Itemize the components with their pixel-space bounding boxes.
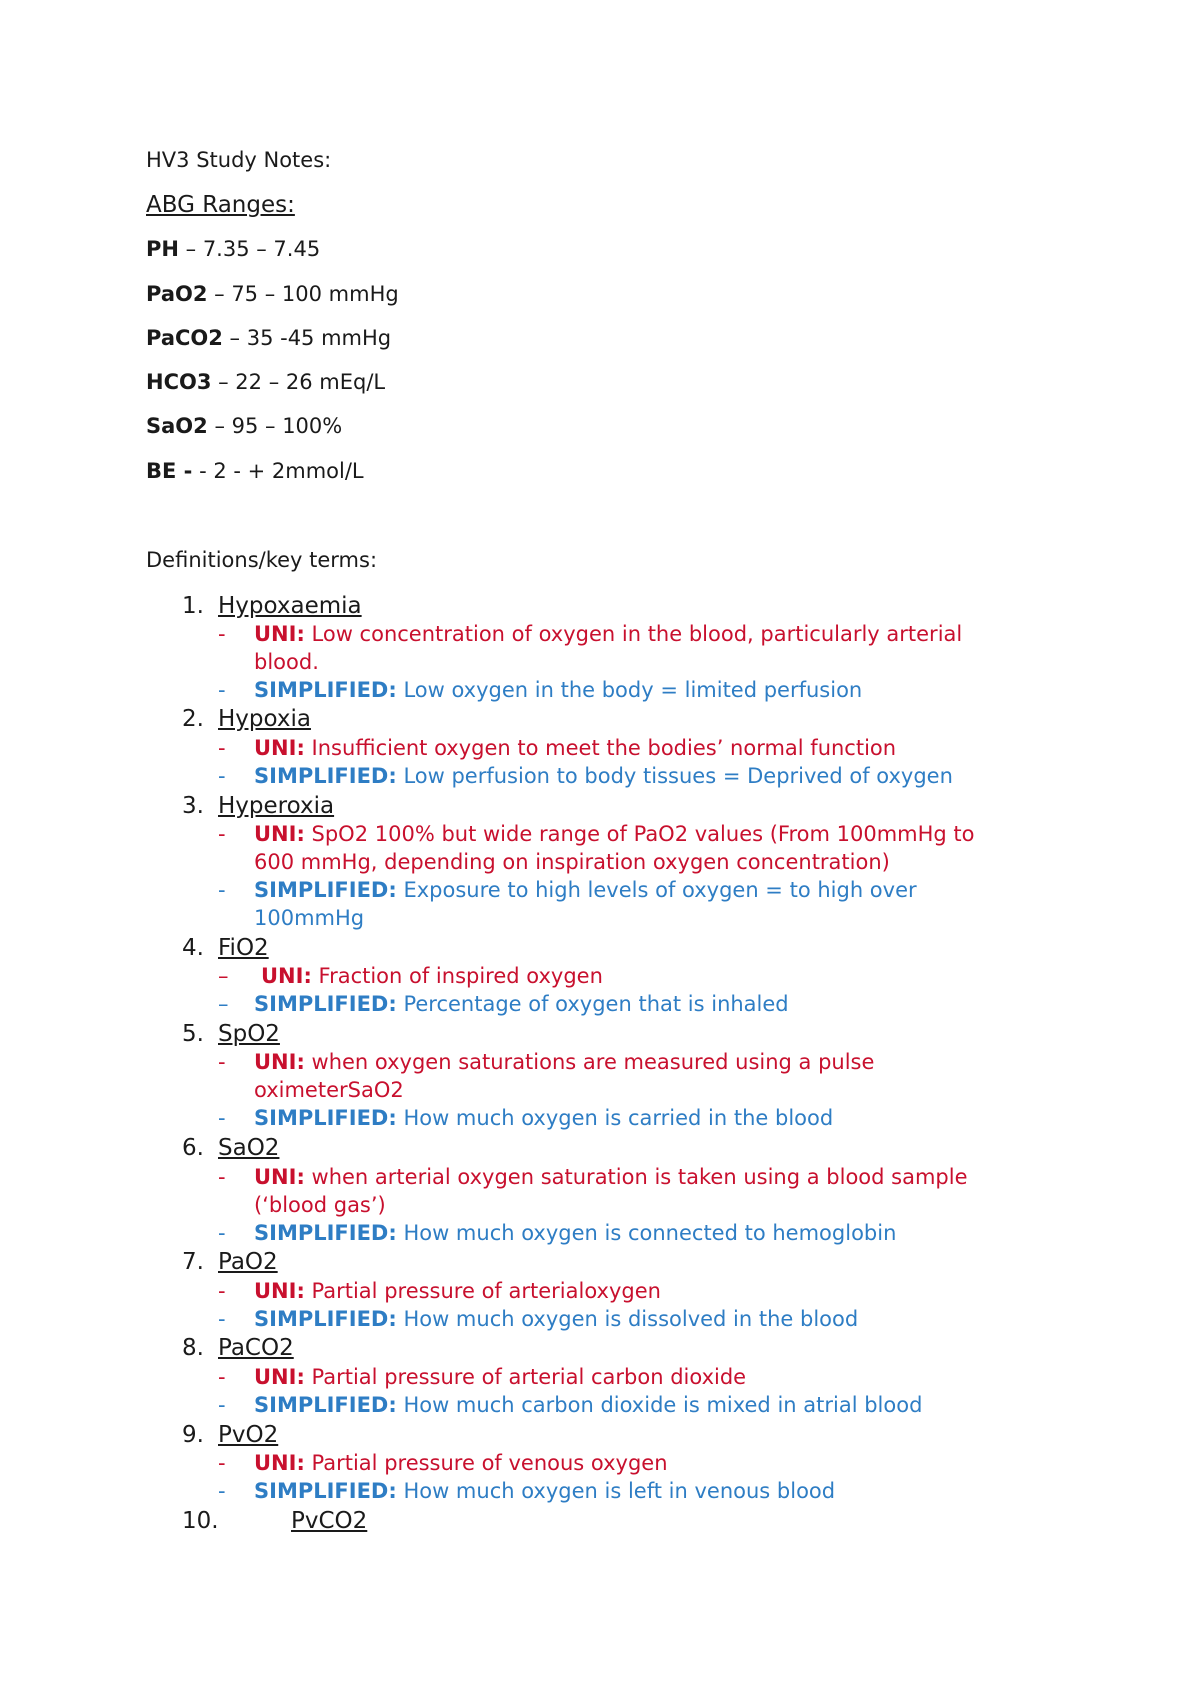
uni-label: UNI: xyxy=(254,736,305,760)
uni-definition: - UNI: SpO2 100% but wide range of PaO2 values (From 100mmHg to xyxy=(218,822,975,846)
uni-definition: - UNI: Partial pressure of venous oxygen xyxy=(218,1451,668,1475)
uni-label: UNI: xyxy=(254,1050,305,1074)
uni-definition-cont: oximeterSaO2 xyxy=(254,1078,404,1102)
abg-value: – 75 – 100 mmHg xyxy=(207,282,399,306)
uni-definition-cont: blood. xyxy=(254,650,319,674)
uni-label: UNI: xyxy=(254,1451,305,1475)
term-title: Hypoxia xyxy=(218,706,311,732)
term-number: 7. xyxy=(182,1249,204,1275)
simplified-label: SIMPLIFIED: xyxy=(254,992,397,1016)
uni-definition: - UNI: when oxygen saturations are measured using a pulse xyxy=(218,1050,875,1074)
uni-label: UNI: xyxy=(254,822,305,846)
uni-label: UNI: xyxy=(261,964,312,988)
uni-definition: - UNI: when arterial oxygen saturation is taken using a blood sample xyxy=(218,1165,968,1189)
abg-row-pao2 xyxy=(146,280,399,308)
abg-label: PH xyxy=(146,237,179,261)
simplified-definition: - SIMPLIFIED: Low oxygen in the body = limited perfusion xyxy=(218,678,863,702)
simplified-label: SIMPLIFIED: xyxy=(254,1221,397,1245)
simplified-definition: - SIMPLIFIED: Low perfusion to body tissues = Deprived of oxygen xyxy=(218,764,953,788)
term-title: PvO2 xyxy=(218,1422,279,1448)
abg-row-paco2 xyxy=(146,324,391,352)
uni-definition-cont: 600 mmHg, depending on inspiration oxygen concentration) xyxy=(254,850,890,874)
uni-label: UNI: xyxy=(254,1365,305,1389)
abg-value: – 35 -45 mmHg xyxy=(222,326,392,350)
simplified-label: SIMPLIFIED: xyxy=(254,1393,397,1417)
simplified-label: SIMPLIFIED: xyxy=(254,1479,397,1503)
term-title: FiO2 xyxy=(218,935,269,961)
simplified-label: SIMPLIFIED: xyxy=(254,678,397,702)
term-number: 8. xyxy=(182,1335,204,1361)
term-title: SaO2 xyxy=(218,1135,280,1161)
uni-definition-cont: (‘blood gas’) xyxy=(254,1193,386,1217)
term-title: Hypoxaemia xyxy=(218,593,362,619)
abg-value: - 2 - + 2mmol/L xyxy=(192,459,364,483)
uni-definition: - UNI: Partial pressure of arterial carbon dioxide xyxy=(218,1365,747,1389)
term-number: 10. xyxy=(182,1508,219,1534)
simplified-definition: - SIMPLIFIED: Exposure to high levels of oxygen = to high over xyxy=(218,878,917,902)
abg-row-sao2 xyxy=(146,412,342,440)
uni-label: UNI: xyxy=(254,1279,305,1303)
term-number: 4. xyxy=(182,935,204,961)
simplified-definition: - SIMPLIFIED: How much oxygen is connected to hemoglobin xyxy=(218,1221,897,1245)
term-number: 5. xyxy=(182,1021,204,1047)
abg-value: – 22 – 26 mEq/L xyxy=(211,370,386,394)
term-number: 2. xyxy=(182,706,204,732)
abg-value: – 7.35 – 7.45 xyxy=(178,237,321,261)
simplified-label: SIMPLIFIED: xyxy=(254,1307,397,1331)
abg-label: PaO2 xyxy=(146,282,208,306)
term-title: PaO2 xyxy=(218,1249,278,1275)
uni-definition: - UNI: Partial pressure of arterialoxygen xyxy=(218,1279,661,1303)
abg-row-be xyxy=(146,457,364,485)
simplified-definition: - SIMPLIFIED: How much oxygen is dissolved in the blood xyxy=(218,1307,859,1331)
simplified-label: SIMPLIFIED: xyxy=(254,878,397,902)
simplified-label: SIMPLIFIED: xyxy=(254,764,397,788)
uni-definition: - UNI: Low concentration of oxygen in the blood, particularly arterial xyxy=(218,622,963,646)
uni-label: UNI: xyxy=(254,622,305,646)
term-number: 1. xyxy=(182,593,204,619)
simplified-definition: – SIMPLIFIED: Percentage of oxygen that is inhaled xyxy=(218,992,789,1016)
simplified-definition: - SIMPLIFIED: How much oxygen is carried in the blood xyxy=(218,1106,834,1130)
simplified-label: SIMPLIFIED: xyxy=(254,1106,397,1130)
definitions-heading: Definitions/key terms: xyxy=(146,548,378,572)
simplified-definition: - SIMPLIFIED: How much carbon dioxide is mixed in atrial blood xyxy=(218,1393,923,1417)
uni-label: UNI: xyxy=(254,1165,305,1189)
abg-label: BE - xyxy=(146,459,193,483)
simplified-definition: - SIMPLIFIED: How much oxygen is left in venous blood xyxy=(218,1479,836,1503)
simplified-definition-cont: 100mmHg xyxy=(254,906,365,930)
term-title: SpO2 xyxy=(218,1021,280,1047)
uni-definition: - UNI: Insufficient oxygen to meet the bodies’ normal function xyxy=(218,736,897,760)
abg-heading: ABG Ranges: xyxy=(146,192,295,218)
abg-label: SaO2 xyxy=(146,414,208,438)
abg-value: – 95 – 100% xyxy=(207,414,343,438)
term-number: 3. xyxy=(182,793,204,819)
abg-row-hco3 xyxy=(146,368,385,396)
abg-row-ph xyxy=(146,235,320,263)
abg-label: HCO3 xyxy=(146,370,212,394)
term-number: 9. xyxy=(182,1422,204,1448)
term-title: PaCO2 xyxy=(218,1335,294,1361)
uni-definition: – UNI: Fraction of inspired oxygen xyxy=(218,964,603,988)
term-title: PvCO2 xyxy=(291,1508,368,1534)
abg-label: PaCO2 xyxy=(146,326,223,350)
term-title: Hyperoxia xyxy=(218,793,335,819)
term-number: 6. xyxy=(182,1135,204,1161)
document-title: HV3 Study Notes: xyxy=(146,148,332,172)
